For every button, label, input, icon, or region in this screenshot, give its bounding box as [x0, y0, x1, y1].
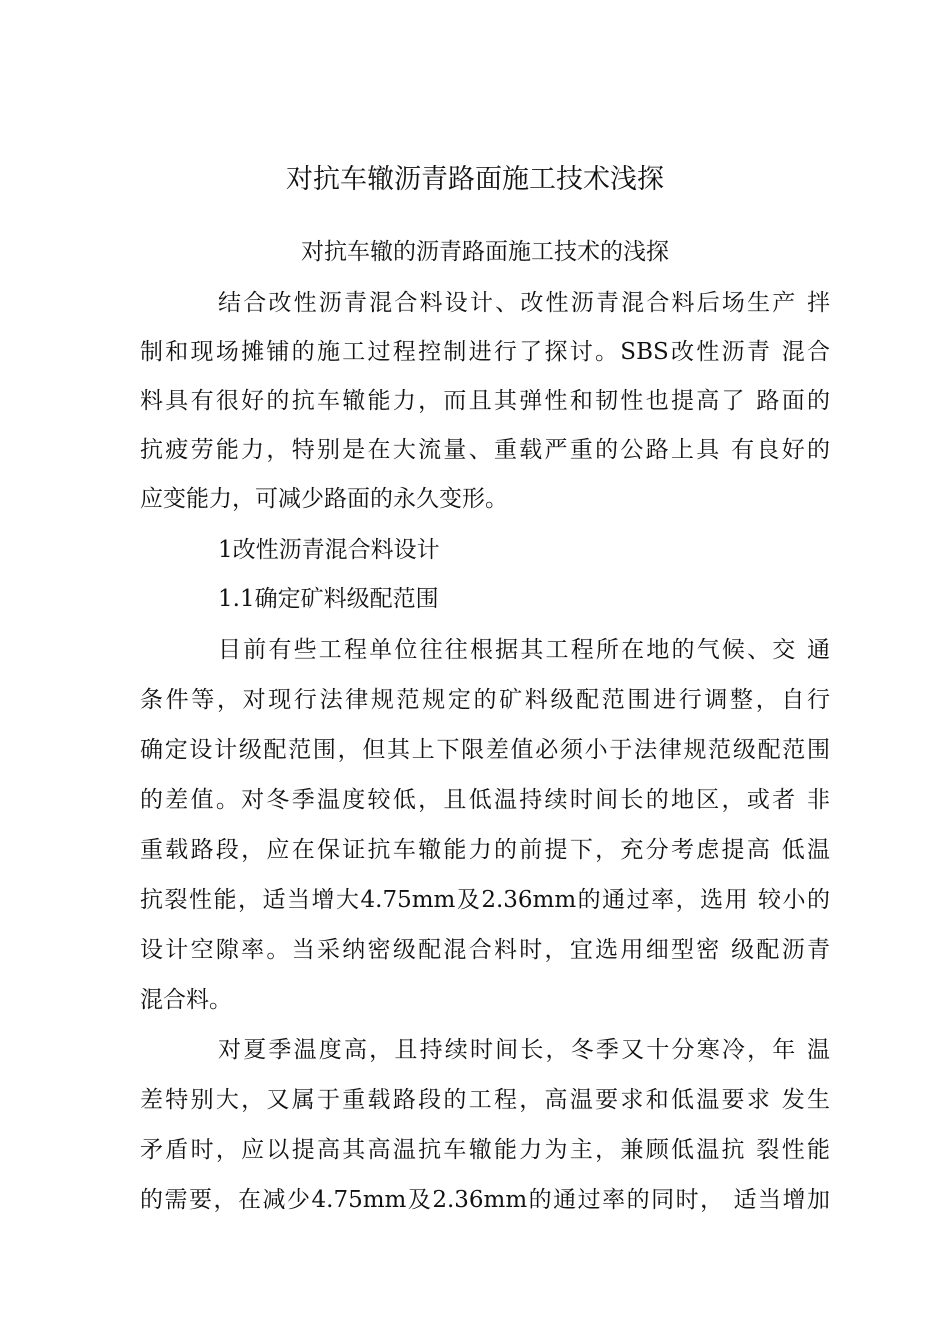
- paragraph-line: 矛盾时，应以提高其高温抗车辙能力为主，兼顾低温抗 裂性能: [140, 1137, 830, 1163]
- paragraph-line: 目前有些工程单位往往根据其工程所在地的气候、交 通: [218, 637, 830, 663]
- paragraph-line: 结合改性沥青混合料设计、改性沥青混合料后场生产 拌: [218, 290, 830, 316]
- document-subtitle: 对抗车辙的沥青路面施工技术的浅探: [301, 239, 669, 265]
- document-title: 对抗车辙沥青路面施工技术浅探: [286, 164, 664, 195]
- paragraph-line: 抗裂性能，适当增大4.75mm及2.36mm的通过率，选用 较小的: [140, 887, 830, 913]
- paragraph-line: 制和现场摊铺的施工过程控制进行了探讨。SBS改性沥青 混合: [140, 339, 830, 365]
- paragraph-line: 差特别大，又属于重载路段的工程，高温要求和低温要求 发生: [140, 1087, 830, 1113]
- paragraph-line: 料具有很好的抗车辙能力，而且其弹性和韧性也提高了 路面的: [140, 388, 830, 414]
- paragraph-line: 条件等，对现行法律规范规定的矿料级配范围进行调整，自行: [140, 687, 830, 713]
- subsection-heading: 1.1确定矿料级配范围: [218, 586, 439, 612]
- paragraph-line: 设计空隙率。当采纳密级配混合料时，宜选用细型密 级配沥青: [140, 937, 830, 963]
- section-heading: 1改性沥青混合料设计: [218, 537, 440, 563]
- paragraph-line: 的需要，在减少4.75mm及2.36mm的通过率的同时， 适当增加: [140, 1187, 830, 1213]
- paragraph-line: 抗疲劳能力，特别是在大流量、重载严重的公路上具 有良好的: [140, 437, 830, 463]
- paragraph-line: 重载路段，应在保证抗车辙能力的前提下，充分考虑提高 低温: [140, 837, 830, 863]
- paragraph-line: 对夏季温度高，且持续时间长，冬季又十分寒冷，年 温: [218, 1037, 830, 1063]
- paragraph-line: 的差值。对冬季温度较低，且低温持续时间长的地区，或者 非: [140, 787, 830, 813]
- paragraph-line: 混合料。: [140, 987, 232, 1013]
- paragraph-line: 应变能力，可减少路面的永久变形。: [140, 486, 508, 512]
- paragraph-line: 确定设计级配范围，但其上下限差值必须小于法律规范级配范围: [140, 737, 830, 763]
